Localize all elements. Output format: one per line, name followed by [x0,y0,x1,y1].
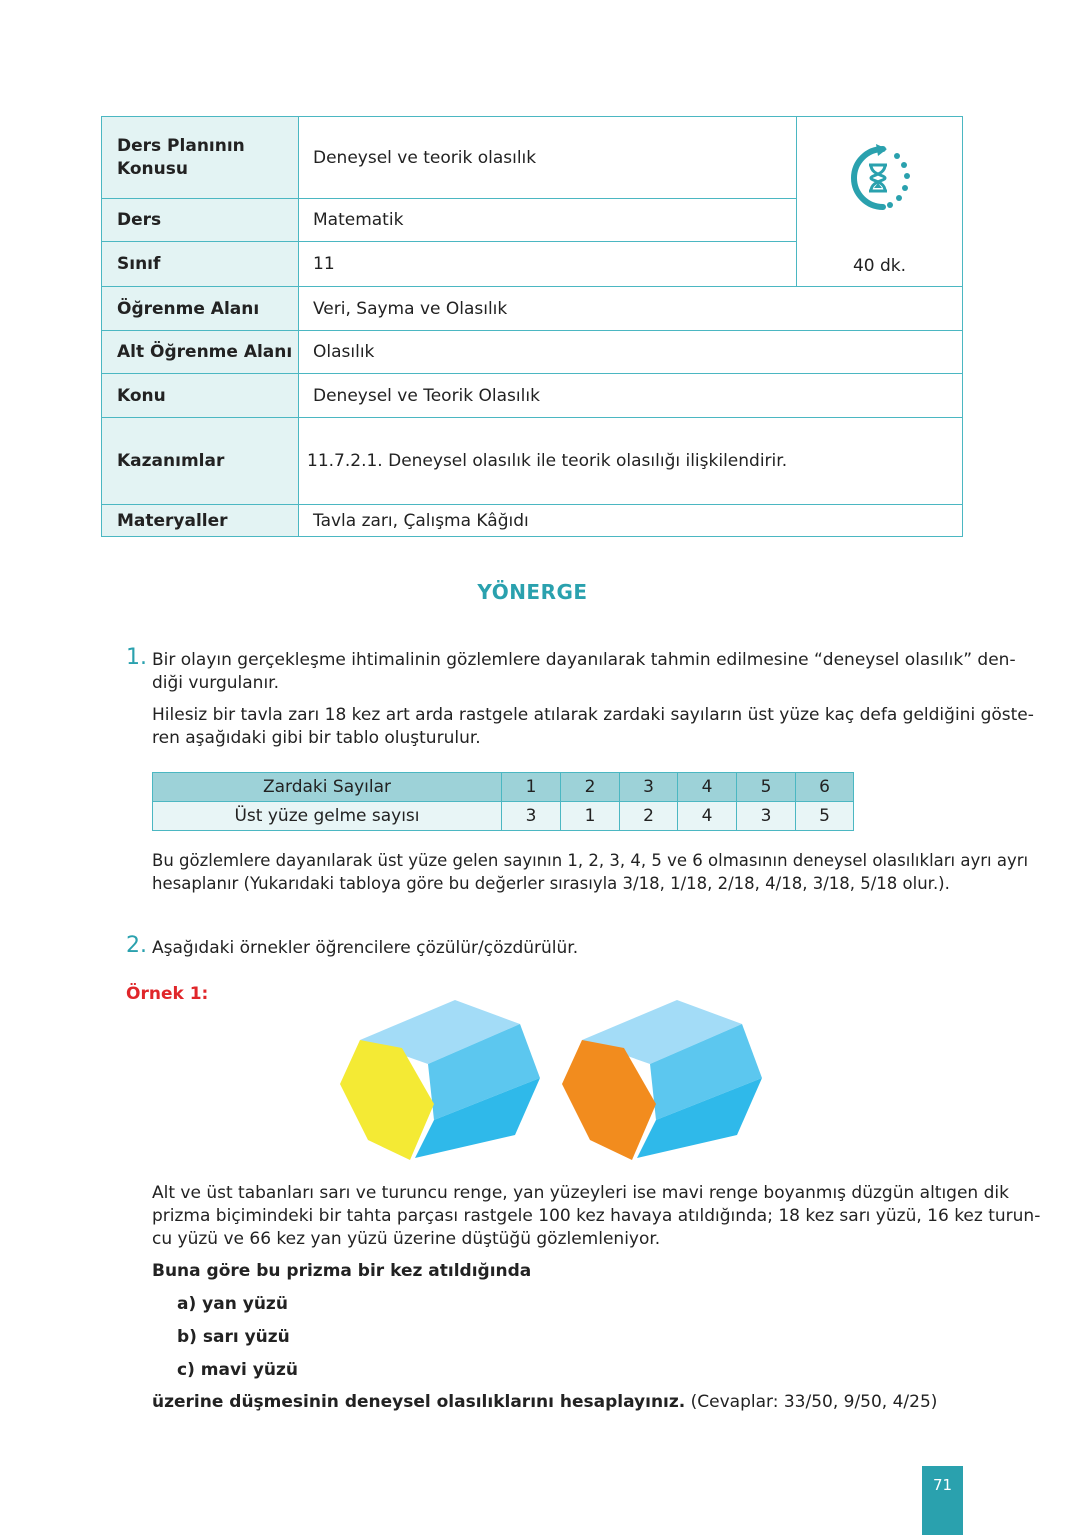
after-table-text [152,849,1029,895]
plan-value-sub-learning-area: Olasılık [298,330,963,374]
freq-face-cell: 3 [619,772,678,802]
plan-value-grade: 11 [298,241,797,287]
example-desc-line-3: cu yüzü ve 66 kez yan yüzü üzerine düştüğü gözlemleniyor. [152,1229,661,1249]
option-b [177,1326,290,1349]
plan-label-learning-area: Öğrenme Alanı [101,286,299,331]
item-1-line-2: diği vurgulanır. [152,673,279,693]
freq-row-label: Üst yüze gelme sayısı [152,801,502,831]
example-desc-line-1: Alt ve üst tabanları sarı ve turuncu renge, yan yüzeyleri ise mavi renge boyanmış düzgün altıgen dik [152,1183,1009,1203]
freq-header-label: Zardaki Sayılar [152,772,502,802]
example-description [152,1182,1041,1251]
option-c-text: mavi yüzü [200,1360,298,1380]
hourglass-cycle-icon [843,143,913,213]
item-1-table-intro [152,704,1034,750]
option-a [177,1293,288,1316]
after-table-line-1: Bu gözlemlere dayanılarak üst yüze gelen sayının 1, 2, 3, 4, 5 ve 6 olmasının deneysel olasılıkları ayrı ayrı [152,851,1029,870]
item-1-line-3: Hilesiz bir tavla zarı 18 kez art arda rastgele atılarak zardaki sayıların üst yüze kaç defa geldiğini göste- [152,705,1034,725]
plan-label-materials: Materyaller [101,504,299,537]
freq-face-cell: 2 [560,772,620,802]
after-table-line-2: hesaplanır (Yukarıdaki tabloya göre bu değerler sırasıyla 3/18, 1/18, 2/18, 4/18, 3/18, 5/18 olur.). [152,874,950,893]
item-1-line-1: Bir olayın gerçekleşme ihtimalinin gözlemlere dayanılarak tahmin edilmesine “deneysel olasılık” den- [152,650,1016,670]
duration-text: 40 dk. [852,256,907,276]
freq-face-cell: 6 [795,772,854,802]
freq-count-cell: 3 [736,801,796,831]
duration-cell [796,116,963,287]
freq-face-cell: 5 [736,772,796,802]
freq-count-cell: 1 [560,801,620,831]
plan-label-subject: Konu [101,373,299,418]
frequency-table [152,772,854,831]
plan-value-learning-area: Veri, Sayma ve Olasılık [298,286,963,331]
plan-value-subject: Deneysel ve Teorik Olasılık [298,373,963,418]
example-question: Buna göre bu prizma bir kez atıldığında [152,1261,532,1281]
plan-value-topic: Deneysel ve teorik olasılık [298,116,797,199]
item-1-text [152,649,1016,695]
freq-count-cell: 3 [501,801,561,831]
freq-count-cell: 5 [795,801,854,831]
item-1-number: 1. [126,645,147,670]
section-title: YÖNERGE [477,580,588,604]
freq-face-cell: 4 [677,772,737,802]
hexagonal-prisms-illustration [330,990,770,1170]
plan-label-outcomes: Kazanımlar [101,417,299,505]
yellow-prism [340,1000,540,1160]
option-b-text: sarı yüzü [202,1327,290,1347]
option-b-key: b) [177,1327,197,1347]
freq-count-cell: 2 [619,801,678,831]
option-a-key: a) [177,1294,197,1314]
plan-label-sub-learning-area: Alt Öğrenme Alanı [101,330,299,374]
example-label: Örnek 1: [126,984,209,1004]
option-a-text: yan yüzü [202,1294,288,1314]
freq-face-cell: 1 [501,772,561,802]
plan-value-course: Matematik [298,198,797,242]
item-1-line-4: ren aşağıdaki gibi bir tablo oluşturulur. [152,728,481,748]
option-c-key: c) [177,1360,195,1380]
orange-prism [562,1000,762,1160]
item-2-text: Aşağıdaki örnekler öğrencilere çözülür/çözdürülür. [152,938,579,958]
plan-label-grade: Sınıf [101,241,299,287]
example-closing-bold: üzerine düşmesinin deneysel olasılıklarını hesaplayınız. [152,1392,686,1412]
lesson-plan-table [101,116,963,537]
plan-value-outcomes: 11.7.2.1. Deneysel olasılık ile teorik olasılığı ilişkilendirir. [298,417,963,505]
example-answers: (Cevaplar: 33/50, 9/50, 4/25) [690,1392,938,1412]
plan-value-materials: Tavla zarı, Çalışma Kâğıdı [298,504,963,537]
item-2-number: 2. [126,933,147,958]
plan-label-course: Ders [101,198,299,242]
option-c [177,1359,298,1382]
freq-count-cell: 4 [677,801,737,831]
page-number: 71 [922,1466,963,1535]
plan-label-topic: Ders Planının Konusu [101,116,299,199]
example-closing [152,1391,937,1414]
example-desc-line-2: prizma biçimindeki bir tahta parçası rastgele 100 kez havaya atıldığında; 18 kez sarı yüzü, 16 kez turun- [152,1206,1041,1226]
